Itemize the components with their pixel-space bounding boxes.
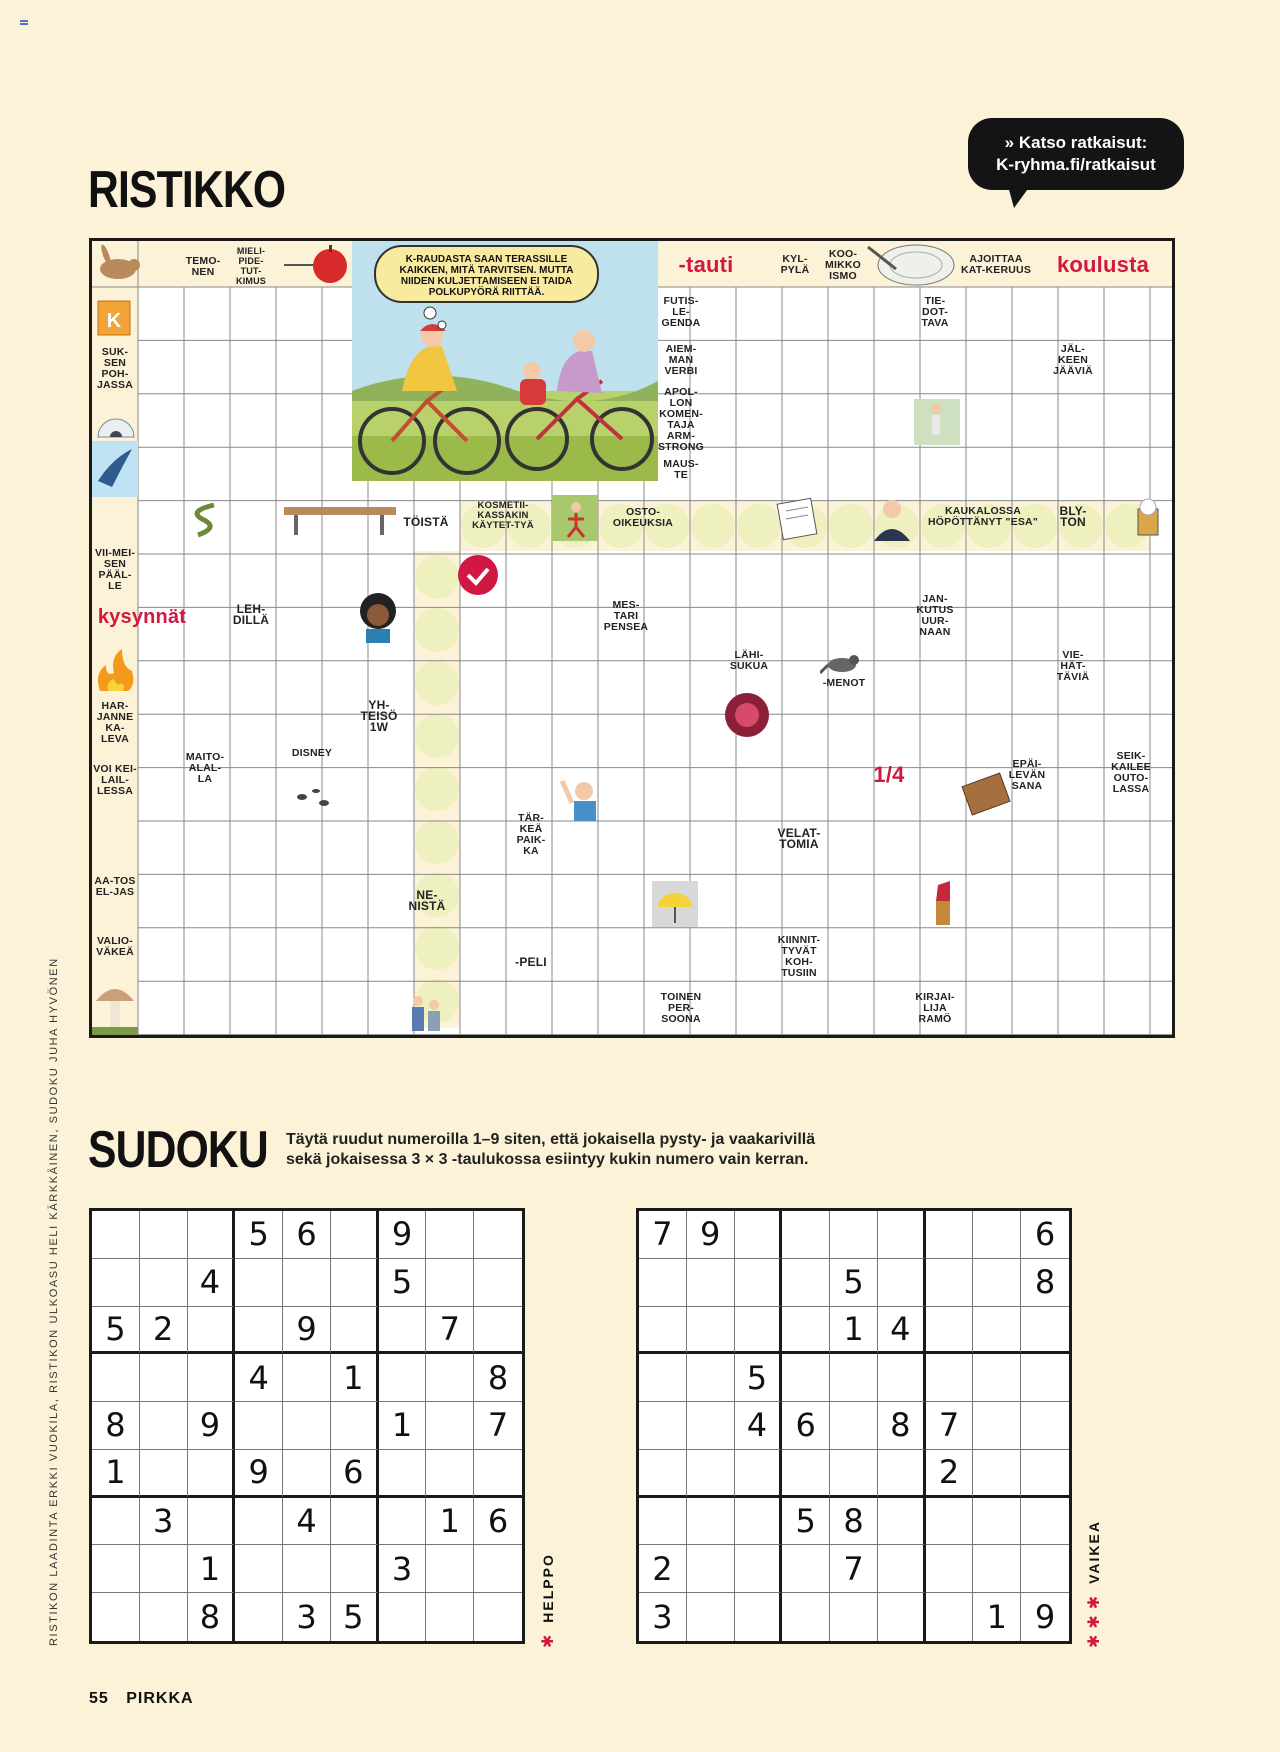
sudoku-cell[interactable] [687,1259,735,1307]
sudoku-cell[interactable] [639,1354,687,1402]
clue-tiedottava: TIE-DOT-TAVA [921,294,949,329]
sudoku-cell[interactable] [1021,1545,1069,1593]
sudoku-cell[interactable]: 8 [878,1402,926,1450]
cycling-illustration [352,241,658,481]
sudoku-cell[interactable] [926,1545,974,1593]
sudoku-cell[interactable] [926,1259,974,1307]
difficulty-hard [1084,1520,1104,1648]
sudoku-cell[interactable] [188,1354,236,1402]
clue-kirjailija: KIRJAI-LIJA RAMÖ [915,990,955,1025]
sudoku-cell[interactable]: 5 [782,1498,830,1546]
sudoku-cell[interactable] [140,1545,188,1593]
sudoku-cell[interactable] [687,1498,735,1546]
sudoku-cell[interactable] [92,1211,140,1259]
sudoku-cell[interactable]: 2 [639,1545,687,1593]
clue-maitoalalla: MAITO-ALAL-LA [185,750,225,785]
sudoku-cell[interactable] [1021,1354,1069,1402]
sudoku-cell[interactable] [331,1211,379,1259]
sudoku-cell[interactable] [331,1545,379,1593]
sudoku-cell[interactable] [878,1354,926,1402]
sudoku-cell[interactable] [878,1259,926,1307]
sudoku-cell[interactable]: 4 [235,1354,283,1402]
sudoku-cell[interactable] [830,1354,878,1402]
clue-tauti: -tauti [678,252,734,277]
sudoku-cell[interactable] [474,1450,522,1498]
sudoku-cell[interactable] [188,1307,236,1355]
sudoku-cell[interactable] [235,1498,283,1546]
ristikko-title: RISTIKKO [88,161,286,219]
sudoku-cell[interactable] [92,1593,140,1641]
sudoku-cell[interactable] [926,1307,974,1355]
sudoku-cell[interactable] [1021,1450,1069,1498]
sudoku-cell[interactable] [639,1450,687,1498]
sudoku-cell[interactable] [140,1354,188,1402]
clue-ajoittaa: AJOITTAA KAT-KERUUS [960,253,1032,276]
sudoku-cell[interactable] [639,1402,687,1450]
waving-boy-icon [556,769,604,821]
sudoku-cell[interactable] [687,1354,735,1402]
sudoku-cell[interactable] [687,1450,735,1498]
sudoku-cell[interactable] [782,1450,830,1498]
sudoku-cell[interactable] [92,1545,140,1593]
lipstick-icon [924,879,964,929]
swordfish-icon [92,441,138,497]
solutions-bubble[interactable] [968,118,1184,190]
sudoku-cell[interactable] [140,1259,188,1307]
sudoku-cell[interactable] [639,1307,687,1355]
sudoku-cell[interactable]: 5 [92,1307,140,1355]
clue-disney: DISNEY [291,746,333,759]
sudoku-cell[interactable]: 7 [926,1402,974,1450]
sudoku-cell[interactable] [687,1307,735,1355]
sudoku-cell[interactable] [426,1402,474,1450]
snake-icon [190,497,230,541]
sudoku-cell[interactable]: 8 [474,1354,522,1402]
clue-kiinnittyvat: KIINNIT-TYVÄT KOH-TUSIIN [777,934,821,979]
sudoku-cell[interactable] [92,1498,140,1546]
svg-text:K: K [106,310,122,332]
sudoku-cell[interactable] [973,1307,1021,1355]
sudoku-cell[interactable]: 5 [235,1211,283,1259]
clue-peli: -PELI [515,954,547,969]
sudoku-cell[interactable]: 9 [1034,1598,1056,1637]
bench-icon [280,503,400,537]
sudoku-cell[interactable] [426,1450,474,1498]
sudoku-cell[interactable] [878,1211,926,1259]
sudoku-cell[interactable] [973,1354,1021,1402]
sudoku-cell[interactable]: 5 [735,1354,783,1402]
sudoku-cell[interactable] [735,1545,783,1593]
clue-nenista: NE-NISTÄ [408,888,446,913]
sudoku-cell[interactable] [973,1545,1021,1593]
sudoku-cell[interactable]: 8 [188,1593,236,1641]
sudoku-cell[interactable] [283,1450,331,1498]
sudoku-cell[interactable]: 9 [379,1211,427,1259]
sudoku-cell[interactable] [140,1211,188,1259]
clue-jankutus: JAN-KUTUS UUR-NAAN [916,593,954,638]
sudoku-cell[interactable]: 3 [283,1593,331,1641]
sudoku-cell[interactable] [639,1498,687,1546]
sudoku-cell[interactable] [735,1211,783,1259]
clue-viehattavia: VIE-HÄT-TÄVIÄ [1056,648,1090,683]
sudoku-cell[interactable] [926,1354,974,1402]
sudoku-cell[interactable] [1021,1402,1069,1450]
sudoku-cell[interactable] [735,1450,783,1498]
sudoku-cell[interactable]: 4 [188,1259,236,1307]
sudoku-cell[interactable]: 8 [92,1402,140,1450]
clue-toinen: TOINEN PER-SOONA [660,990,702,1025]
sudoku-cell[interactable] [878,1450,926,1498]
sudoku-cell[interactable] [735,1307,783,1355]
bubble-tail [1008,186,1030,208]
clue-aatos: AA-TOS EL-JAS [94,875,136,898]
sudoku-cell[interactable] [926,1498,974,1546]
sudoku-cell[interactable] [973,1211,1021,1259]
sudoku-cell[interactable] [235,1259,283,1307]
crossword-grid [89,238,1175,1038]
sudoku-cell[interactable] [283,1354,331,1402]
clue-voi: VOI KEI-LAIL-LESSA [93,762,137,797]
sudoku-cell[interactable] [92,1354,140,1402]
clue-harjanne: HAR-JANNE KA-LEVA [96,700,134,745]
sudoku-cell[interactable] [474,1211,522,1259]
brand-name: PIRKKA [126,1690,194,1707]
sudoku-cell[interactable] [639,1259,687,1307]
sudoku-cell[interactable] [830,1211,878,1259]
hare-icon [92,241,144,287]
beer-icon [1126,497,1172,541]
sudoku-cell[interactable] [379,1307,427,1355]
sudoku-cell[interactable]: 7 [426,1307,474,1355]
corner-mark [20,20,28,25]
runner-icon [552,495,598,541]
clue-toista: TÖISTÄ [403,514,449,529]
sudoku-cell[interactable] [878,1593,926,1641]
sudoku-cell[interactable] [973,1259,1021,1307]
sudoku-cell[interactable] [379,1354,427,1402]
clue-menot: -MENOT [822,676,866,689]
clue-kaukalossa: KAUKALOSSA HÖPÖTTÄNYT "ESA" [928,505,1038,528]
sudoku-cell[interactable] [235,1402,283,1450]
sudoku-cell[interactable] [235,1593,283,1641]
sudoku-cell[interactable] [735,1498,783,1546]
sudoku-cell[interactable] [426,1211,474,1259]
sudoku-cell[interactable]: 9 [283,1307,331,1355]
sudoku-cell[interactable] [379,1498,427,1546]
sudoku-cell[interactable]: 1 [331,1354,379,1402]
sudoku-cell[interactable] [830,1593,878,1641]
check-badge-icon [456,553,500,597]
clue-futislegenda: FUTIS-LE-GENDA [661,294,701,329]
clue-yhteiso: YH-TEISÖ 1W [360,697,398,734]
k-bag-icon [94,291,134,337]
sudoku-cell[interactable] [782,1545,830,1593]
sudoku-cell[interactable]: 1 [973,1593,1021,1641]
fire-icon [92,645,138,695]
sudoku-cell[interactable] [782,1259,830,1307]
sudoku-cell[interactable]: 8 [830,1498,878,1546]
sudoku-cell[interactable]: 1 [379,1402,427,1450]
sudoku-cell[interactable] [140,1450,188,1498]
sudoku-instructions: Täytä ruudut numeroilla 1–9 siten, että jokaisella pysty- ja vaakarivillä sekä jokaisessa 3 × 3 -taulukossa esiintyy kukin numero vain kerran. [286,1131,816,1168]
sudoku-cell[interactable]: 5 [331,1593,379,1641]
sudoku-cell[interactable] [331,1259,379,1307]
sudoku-cell[interactable]: 1 [92,1450,140,1498]
sudoku-cell[interactable] [973,1402,1021,1450]
sudoku-cell[interactable] [474,1259,522,1307]
sudoku-cell[interactable]: 3 [140,1498,188,1546]
sudoku-cell[interactable]: 6 [474,1498,522,1546]
sudoku-cell[interactable]: 9 [235,1450,283,1498]
sudoku-cell[interactable] [92,1259,140,1307]
sudoku-cell[interactable] [283,1545,331,1593]
sudoku-cell[interactable]: 7 [639,1211,687,1259]
sudoku-cell[interactable] [140,1593,188,1641]
sudoku-cell[interactable] [331,1307,379,1355]
sudoku-cell[interactable]: 7 [474,1402,522,1450]
pomegranate-icon [722,681,772,741]
clue-quarter: 1/4 [873,762,905,787]
clue-tarkea: TÄR-KEÄ PAIK-KA [516,812,546,857]
sudoku-cell[interactable]: 2 [926,1450,974,1498]
sudoku-cell[interactable]: 7 [830,1545,878,1593]
igloo-icon [94,401,138,441]
sudoku-cell[interactable] [426,1545,474,1593]
easy-stars: ✱ [540,1628,557,1648]
clue-lehdilla: LEH-DILLÄ [232,602,270,627]
clue-mestari: MES-TARI PENSEA [603,598,649,633]
apple-arrow-icon [282,241,348,287]
easy-label: HELPPO [540,1553,556,1623]
sudoku-cell[interactable] [474,1545,522,1593]
hard-label: VAIKEA [1086,1520,1102,1584]
hard-stars: ✱✱✱ [1086,1589,1103,1648]
sudoku-cell[interactable] [687,1402,735,1450]
sudoku-cell[interactable] [926,1593,974,1641]
sudoku-cell[interactable] [1021,1498,1069,1546]
clue-osto: OSTO-OIKEUKSIA [612,506,674,529]
sudoku-cell[interactable] [687,1545,735,1593]
sudoku-cell[interactable] [379,1593,427,1641]
mushroom-icon [92,971,138,1035]
sudoku-easy-grid [89,1208,525,1644]
sudoku-cell[interactable]: 8 [1021,1259,1069,1307]
clue-jalkeen: JÄL-KEEN JÄÄVIÄ [1053,342,1093,377]
clue-kylpyla: KYL-PYLÄ [780,253,810,276]
credits: RISTIKON LAADINTA ERKKI VUOKILA, RISTIKON ULKOASU HELI KÄRKKÄINEN, SUDOKU JUHA HYVÖNEN [48,957,60,1646]
sudoku-cell[interactable]: 1 [426,1498,474,1546]
sudoku-cell[interactable] [735,1259,783,1307]
clue-temonen: TEMO-NEN [185,255,221,278]
sudoku-cell[interactable] [973,1450,1021,1498]
sudoku-cell[interactable] [379,1450,427,1498]
sudoku-cell[interactable] [782,1593,830,1641]
sudoku-cell[interactable] [878,1498,926,1546]
sudoku-cell[interactable] [235,1307,283,1355]
plate-knife-icon [866,241,958,287]
sudoku-cell[interactable] [426,1593,474,1641]
sudoku-cell[interactable]: 4 [283,1498,331,1546]
sudoku-cell[interactable] [782,1307,830,1355]
clue-blyton: BLY-TON [1059,504,1087,529]
sudoku-cell[interactable] [1021,1307,1069,1355]
sudoku-cell[interactable] [474,1307,522,1355]
sudoku-cell[interactable] [735,1593,783,1641]
sudoku-cell[interactable] [926,1211,974,1259]
sudoku-cell[interactable]: 3 [379,1545,427,1593]
sudoku-cell[interactable]: 9 [687,1211,735,1259]
clue-apollon: APOL-LON KOMEN-TAJA ARM-STRONG [657,386,705,453]
umbrella-icon [652,881,698,927]
sudoku-cell[interactable] [878,1545,926,1593]
sudoku-cell[interactable]: 5 [830,1259,878,1307]
sudoku-cell[interactable]: 6 [1021,1211,1069,1259]
clue-viimeisen: VII-MEI-SEN PÄÄL-LE [94,547,136,592]
sudoku-cell[interactable]: 1 [830,1307,878,1355]
sudoku-cell[interactable] [331,1402,379,1450]
family-icon [404,985,450,1035]
sudoku-cell[interactable] [331,1498,379,1546]
clue-valiovakea: VALIO-VÄKEÄ [96,935,134,958]
clue-koomikko: KOO-MIKKO ISMO [825,247,861,282]
flies-icon [290,781,338,815]
sudoku-cell[interactable] [782,1354,830,1402]
sudoku-cell[interactable] [140,1402,188,1450]
sudoku-cell[interactable] [830,1402,878,1450]
sudoku-cell[interactable] [188,1498,236,1546]
solutions-line-1: » Katso ratkaisut: [1004,133,1148,152]
sudoku-cell[interactable] [687,1593,735,1641]
clue-lahisukua: LÄHI-SUKUA [729,649,769,672]
clue-velattomia: VELAT-TOMIA [777,826,821,851]
sudoku-cell[interactable] [283,1402,331,1450]
sudoku-cell[interactable]: 3 [639,1593,687,1641]
speech-bubble: K-RAUDASTA SAAN TERASSILLE KAIKKEN, MITÄ TARVITSEN. MUTTA NIIDEN KULJETTAMISEEN EI TAIDA POLKUPYÖRÄ RIITTÄÄ. [374,245,599,303]
sudoku-hard-grid [636,1208,1072,1644]
sudoku-cell[interactable] [188,1211,236,1259]
clue-kosmetiikka: KOSMETII-KASSAKIN KÄYTET-TYÄ [472,500,534,531]
solutions-link[interactable]: K-ryhma.fi/ratkaisut [996,155,1156,174]
sudoku-cell[interactable] [830,1450,878,1498]
clue-aiemman: AIEM-MAN VERBI [664,342,698,377]
sudoku-cell[interactable] [283,1259,331,1307]
sudoku-cell[interactable]: 4 [735,1402,783,1450]
clue-suksen: SUK-SEN POH-JASSA [96,346,133,391]
newspaper-icon [774,497,820,541]
sudoku-cell[interactable]: 2 [140,1307,188,1355]
clue-koulusta: koulusta [1056,252,1150,277]
afro-man-icon [354,591,402,643]
clue-epailevan: EPÄI-LEVÄN SANA [1008,757,1046,792]
page-number: 55 [89,1690,109,1707]
sudoku-cell[interactable] [188,1450,236,1498]
page-footer [89,1690,206,1708]
sudoku-cell[interactable]: 6 [283,1211,331,1259]
sudoku-cell[interactable]: 5 [379,1259,427,1307]
sudoku-cell[interactable] [426,1354,474,1402]
sudoku-cell[interactable] [782,1211,830,1259]
clue-mauste: MAUS-TE [663,458,699,481]
sudoku-cell[interactable] [474,1593,522,1641]
clue-seikkailee: SEIK-KAILEE OUTO-LASSA [1111,750,1151,795]
sudoku-title: SUDOKU [88,1121,268,1179]
man-portrait-icon [868,495,918,541]
golfer-icon [914,399,960,445]
sudoku-cell[interactable] [973,1498,1021,1546]
sudoku-cell[interactable] [235,1545,283,1593]
sudoku-cell[interactable]: 9 [188,1402,236,1450]
sudoku-cell[interactable] [426,1259,474,1307]
sudoku-cell[interactable]: 4 [878,1307,926,1355]
sudoku-cell[interactable]: 6 [331,1450,379,1498]
clue-kysynnat: kysynnät [97,606,187,628]
sudoku-cell[interactable]: 6 [782,1402,830,1450]
sudoku-cell[interactable]: 1 [188,1545,236,1593]
clue-mielipide: MIELI-PIDE-TUT-KIMUS [236,246,266,286]
difficulty-easy [538,1553,558,1648]
